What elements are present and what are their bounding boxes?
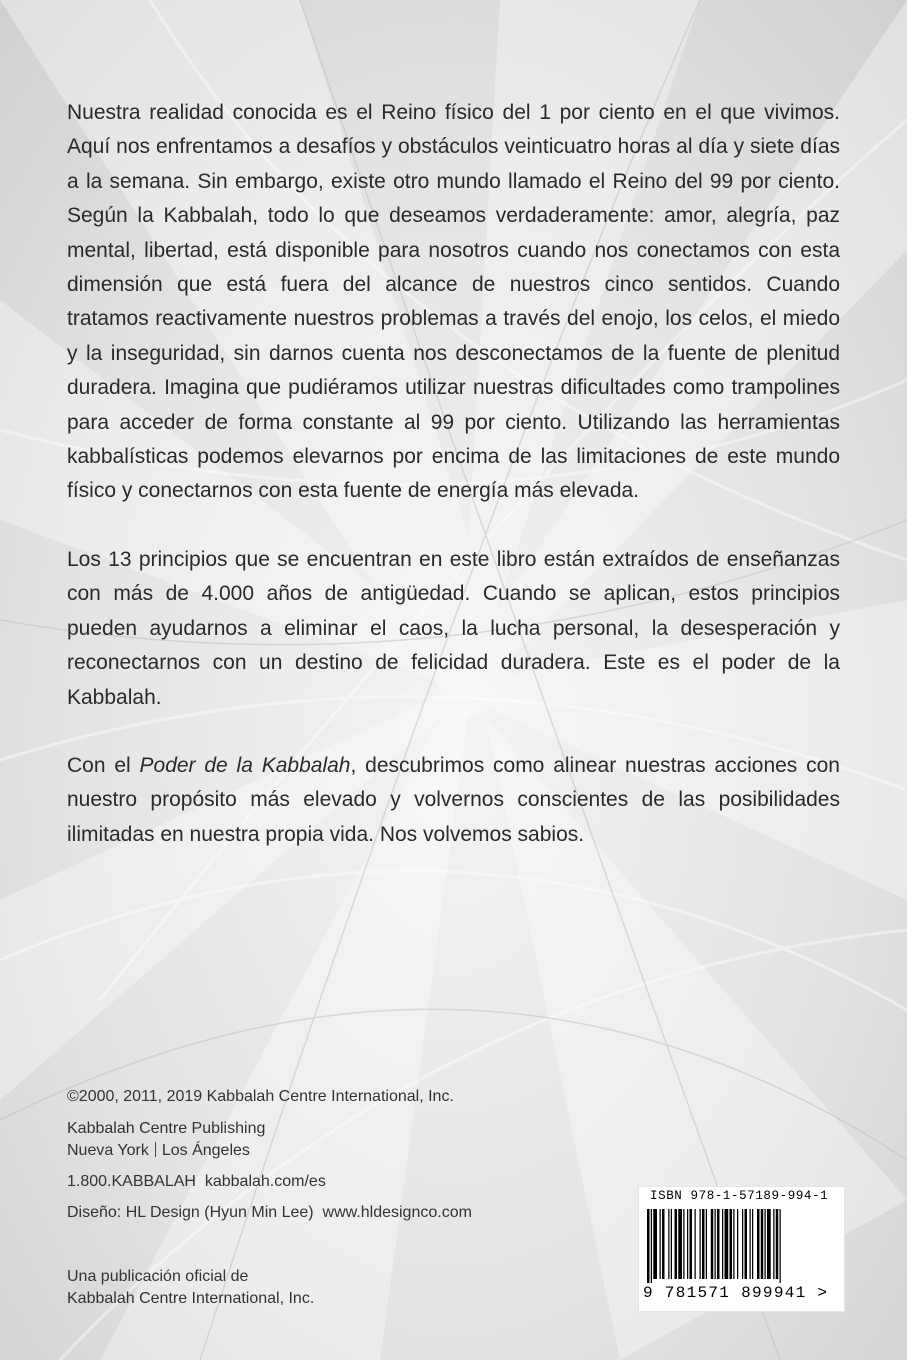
city-new-york: Nueva York <box>67 1141 149 1159</box>
back-cover-text <box>67 96 840 886</box>
phone-number: 1.800.KABBALAH <box>67 1173 196 1190</box>
isbn-label: ISBN 978-1-57189-994-1 <box>650 1189 829 1203</box>
barcode-bar <box>695 1209 696 1279</box>
credits-copyright <box>67 1086 454 1108</box>
barcode-bar <box>702 1209 705 1279</box>
publisher-cities <box>67 1140 265 1162</box>
barcode-bar <box>733 1209 734 1279</box>
barcode-bar <box>737 1209 738 1279</box>
paragraph-3 <box>67 749 840 852</box>
barcode-bar <box>722 1209 723 1279</box>
barcode-bar <box>660 1209 661 1279</box>
barcode-digits: 9 781571 899941 > <box>643 1284 829 1302</box>
barcode-bar <box>647 1209 650 1283</box>
barcode-bar <box>757 1209 760 1279</box>
barcode-bar <box>717 1209 720 1279</box>
barcode-bar <box>711 1209 714 1279</box>
book-title-italic: Poder de la Kabbalah <box>139 753 351 777</box>
barcode-bar <box>690 1209 693 1279</box>
barcode-bar <box>700 1209 701 1279</box>
designer-credit: Diseño: HL Design (Hyun Min Lee) <box>67 1204 314 1221</box>
paragraph-3-start: Con el <box>67 753 140 777</box>
barcode-bar <box>668 1209 669 1279</box>
barcode-bar <box>773 1209 774 1279</box>
barcode-bar <box>653 1209 657 1279</box>
isbn-barcode <box>638 1186 845 1312</box>
design-line <box>67 1202 472 1224</box>
copyright-line: ©2000, 2011, 2019 Kabbalah Centre International, Inc. <box>67 1088 454 1105</box>
barcode-bar <box>671 1209 672 1279</box>
barcode-bar <box>706 1209 707 1279</box>
barcode-bar <box>715 1209 716 1279</box>
barcode-bar <box>675 1209 678 1279</box>
barcode-bar <box>687 1209 688 1279</box>
barcode-bar <box>662 1209 665 1279</box>
barcode-bar <box>678 1209 682 1279</box>
barcode-bar <box>780 1209 781 1283</box>
official-line-2: Kabbalah Centre International, Inc. <box>67 1289 315 1307</box>
publisher-name: Kabbalah Centre Publishing <box>67 1120 266 1137</box>
divider <box>155 1142 156 1157</box>
credits-design <box>67 1202 472 1224</box>
city-los-angeles: Los Ángeles <box>161 1141 250 1159</box>
barcode-bar <box>745 1209 748 1279</box>
designer-website-link[interactable]: www.hldesignco.com <box>322 1204 472 1221</box>
barcode-bar <box>730 1209 733 1279</box>
paragraph-2: Los 13 principios que se encuentran en este libro están extraídos de enseñanzas con más de 4.000 años de antigüedad. Cuando se aplican, estos principios pueden ayudarnos a eliminar el caos, la lucha personal, la desesperación y reconectarnos con un destino de felicidad duradera. Este es el poder de la Kabbalah. <box>67 547 840 709</box>
barcode-bar <box>765 1209 766 1279</box>
credits-official <box>67 1266 314 1309</box>
official-line-1: Una publicación oficial de <box>67 1268 249 1285</box>
barcode-bar <box>776 1209 779 1279</box>
barcode-bar <box>750 1209 751 1279</box>
website-link[interactable]: kabbalah.com/es <box>204 1173 326 1190</box>
barcode-bars <box>643 1209 839 1283</box>
barcode-bar <box>725 1209 729 1279</box>
paragraph-1: Nuestra realidad conocida es el Reino físico del 1 por ciento en el que vivimos. Aquí nos enfrentamos a desafíos y obstáculos veinticuatro horas al día y siete días a la semana. Sin embargo, existe otro mundo llamado el Reino del 99 por ciento. Según la Kabbalah, todo lo que deseamos verdaderamente: amor, alegría, paz mental, libertad, está disponible para nosotros cuando nos conectamos con esta dimensión que está fuera del alcance de nuestros cinco sentidos. Cuando tratamos reactivamente nuestros problemas a través del enojo, los celos, el miedo y la inseguridad, sin darnos cuenta nos desconectamos de la fuente de plenitud duradera. Imagina que pudiéramos utilizar nuestras dificultades como trampolines para acceder de forma constante al 99 por ciento. Utilizando las herramientas kabbalísticas podemos elevarnos por encima de las limitaciones de este mundo físico y conectarnos con esta fuente de energía más elevada. <box>67 101 840 503</box>
credits-contact <box>67 1171 326 1193</box>
barcode-bar <box>651 1209 652 1283</box>
credits-publisher <box>67 1118 265 1161</box>
paragraph-3-end: , descubrimos como alinear nuestras acciones con nuestro propósito más elevado y volvernos conscientes de las posibilidades ilimitadas en nuestra propia vida. Nos volvemos sabios. <box>67 753 840 846</box>
barcode-bar <box>761 1209 764 1279</box>
barcode-bar <box>767 1209 771 1279</box>
barcode-bar <box>683 1209 684 1279</box>
barcode-bar <box>742 1209 743 1279</box>
barcode-bar <box>752 1209 753 1279</box>
contact-line <box>67 1171 326 1193</box>
